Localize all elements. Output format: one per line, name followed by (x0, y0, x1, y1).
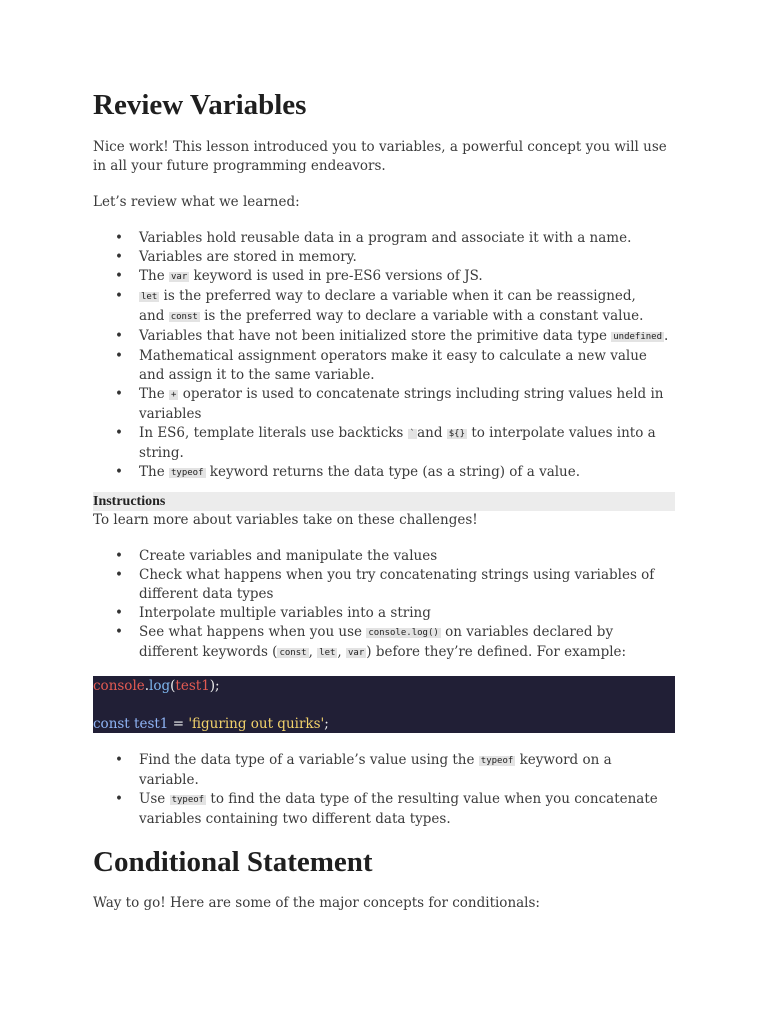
list-item: • Create variables and manipulate the values (93, 547, 675, 566)
inline-code: undefined (613, 332, 663, 342)
inline-code: var (170, 272, 188, 282)
section-title-review-variables: Review Variables (93, 89, 307, 121)
inline-code: typeof (480, 756, 514, 766)
conditional-intro: Way to go! Here are some of the major concepts for conditionals: (93, 895, 540, 911)
instructions-label: Instructions (93, 494, 166, 509)
list-item: • The var keyword is used in pre-ES6 versions of JS. (93, 267, 675, 287)
code-line-1: console.log(test1); (93, 678, 220, 694)
list-item: • See what happens when you use console.log() on variables declared by different keywords ( const , let , var ) before they’re defined. For example: (93, 623, 675, 663)
list-item: • Find the data type of a variable’s value using the typeof keyword on a variable. (93, 751, 675, 790)
list-item: • In ES6, template literals use backticks ` and ${} to interpolate values into a string. (93, 424, 675, 463)
inline-code: const (170, 312, 198, 322)
list-item: • Variables that have not been initialized store the primitive data type undefined . (93, 327, 675, 347)
list-item: • Interpolate multiple variables into a string (93, 604, 675, 623)
code-line-2: const test1 = 'figuring out quirks'; (93, 716, 329, 732)
inline-code: ` (409, 429, 416, 439)
list-item: • Use typeof to find the data type of the resulting value when you concatenate variables containing two different data types. (93, 790, 675, 829)
list-item: • Variables are stored in memory. (93, 248, 675, 267)
instructions-header (93, 492, 675, 511)
inline-code: var (348, 648, 365, 658)
list-item: • The typeof keyword returns the data type (as a string) of a value. (93, 463, 675, 483)
intro-paragraph: Nice work! This lesson introduced you to variables, a powerful concept you will use in all your future programming endeavors. (93, 139, 667, 174)
inline-code: typeof (171, 795, 205, 805)
more-challenges-list (93, 751, 675, 829)
list-item: • Mathematical assignment operators make it easy to calculate a new value and assign it to the same variable. (93, 347, 675, 385)
review-bullet-list (93, 229, 675, 483)
code-example-block (93, 676, 675, 733)
challenges-list (93, 547, 675, 663)
instructions-intro: To learn more about variables take on these challenges! (93, 512, 478, 528)
inline-code: typeof (170, 468, 204, 478)
inline-code: + (170, 390, 177, 400)
list-item: • Variables hold reusable data in a program and associate it with a name. (93, 229, 675, 248)
inline-code: const (279, 648, 307, 658)
review-lead-text: Let’s review what we learned: (93, 194, 300, 210)
inline-code: let (141, 292, 158, 302)
inline-code: let (319, 648, 336, 658)
inline-code: ${} (448, 429, 466, 439)
section-title-conditional-statement: Conditional Statement (93, 846, 373, 878)
list-item: • Check what happens when you try concatenating strings using variables of different data types (93, 566, 675, 604)
inline-code: console.log() (368, 628, 439, 638)
list-item: • let is the preferred way to declare a variable when it can be reassigned, and const is the preferred way to declare a variable with a constant value. (93, 287, 675, 327)
list-item: • The + operator is used to concatenate strings including string values held in variables (93, 385, 675, 424)
